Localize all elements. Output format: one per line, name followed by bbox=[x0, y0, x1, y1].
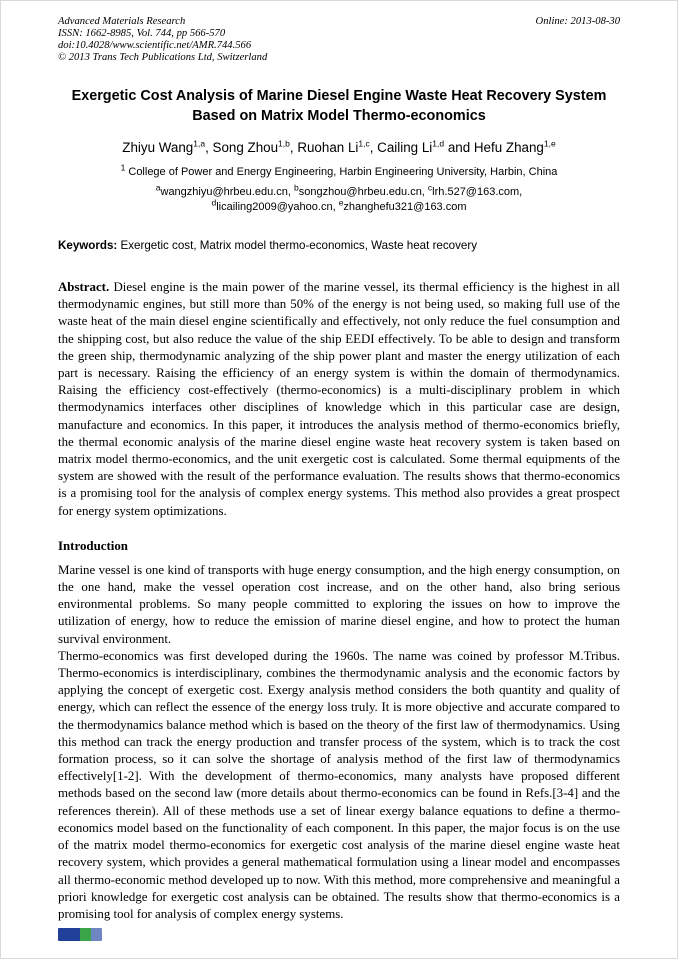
affiliation-sup: 1 bbox=[120, 162, 126, 173]
page-content bbox=[1, 1, 677, 923]
author-separator: , bbox=[289, 140, 298, 155]
paper-title: Exergetic Cost Analysis of Marine Diesel Engine Waste Heat Recovery System Based on Matrix Model Thermo-economics bbox=[71, 88, 607, 124]
email bbox=[155, 182, 294, 198]
author bbox=[377, 140, 474, 155]
authors-line bbox=[58, 140, 620, 155]
author bbox=[122, 140, 212, 155]
email-address: wangzhiyu@hrbeu.edu.cn, bbox=[160, 186, 294, 198]
email-sup: a bbox=[155, 182, 161, 193]
keywords-text: Exergetic cost, Matrix model thermo-economics, Waste heat recovery bbox=[117, 239, 478, 252]
copyright-line: © 2013 Trans Tech Publications Ltd, Switzerland bbox=[58, 52, 268, 63]
abstract-paragraph bbox=[58, 279, 620, 520]
publisher-mark-segment bbox=[80, 928, 91, 941]
abstract-label: Abstract. bbox=[58, 280, 110, 294]
email bbox=[293, 182, 428, 198]
author-name: Zhiyu Wang bbox=[122, 140, 194, 155]
author-separator: , bbox=[369, 140, 378, 155]
author-name: Cailing Li bbox=[377, 140, 433, 155]
online-date: Online: 2013-08-30 bbox=[535, 16, 620, 27]
email-sup: e bbox=[338, 197, 344, 208]
email-sup: b bbox=[293, 182, 299, 193]
publication-header bbox=[58, 16, 620, 64]
email-address: licailing2009@yahoo.cn, bbox=[216, 201, 339, 213]
issn-line: ISSN: 1662-8985, Vol. 744, pp 566-570 bbox=[58, 28, 226, 39]
email-address: lrh.527@163.com, bbox=[432, 186, 523, 198]
email-sup: c bbox=[427, 182, 433, 193]
author-affiliation-sup: 1,a bbox=[193, 138, 206, 149]
email bbox=[338, 197, 467, 213]
author-separator: and bbox=[444, 140, 474, 155]
author-affiliation-sup: 1,d bbox=[432, 138, 445, 149]
abstract-text: Diesel engine is the main power of the marine vessel, its thermal efficiency is the highest in all thermodynamic engines, but still more than 50% of the energy is not being used, so making full use of the waste heat of the main diesel engine scientifically and effectively, not only reduce the fuel consumption and the shipping cost, but also reduce the value of the ship EEDI effectively. To be able to design and transform the green ship, thermodynamic analyzing of the ship power plant and master the energy utilization of each part is necessary. Raising the efficiency of an energy system is within the domain of thermodynamics. Raising the efficiency cost-effectively (thermo-economics) is a multi-disciplinary problem in which thermodynamics interfaces other disciplines of knowledge which in this particular case are design, manufacture and economics. In this paper, it introduces the analysis method of thermo-economics briefly, the thermal economic analysis of the marine diesel engine waste heat recovery system is taken based on matrix model thermo-economics, and the unit exergetic cost is calculated. Some thermal equipments of the system are showed with the result of the performance evaluation. The results shows that thermo-economics is a promising tool for the analysis of complex energy systems. This method also provides a great prospect for energy system optimizations. bbox=[58, 280, 620, 518]
introduction-heading: Introduction bbox=[58, 538, 128, 553]
introduction-body bbox=[58, 562, 620, 923]
intro-paragraph-1: Marine vessel is one kind of transports with huge energy consumption, and the high energy consumption, on the one hand, make the vessel operation cost increase, and on the other hand, also bring serious environmental problems. So many people committed to exploring the issues on how to improve the utilization of energy, how to reduce the emission of marine diesel engine, and how to protect the human survival environment. bbox=[58, 562, 620, 646]
affiliation-text: College of Power and Energy Engineering, Harbin Engineering University, Harbin, China bbox=[125, 166, 558, 178]
author-name: Hefu Zhang bbox=[473, 140, 544, 155]
author-affiliation-sup: 1,c bbox=[358, 138, 370, 149]
publication-info bbox=[58, 16, 267, 64]
emails-block bbox=[58, 182, 620, 215]
publisher-mark bbox=[58, 928, 102, 941]
email-address: songzhou@hrbeu.edu.cn, bbox=[298, 186, 428, 198]
author-affiliation-sup: 1,b bbox=[278, 138, 290, 149]
publisher-mark-segment bbox=[91, 928, 102, 941]
email-sup: d bbox=[211, 197, 217, 208]
email bbox=[427, 182, 523, 198]
keywords-label: Keywords: bbox=[58, 239, 118, 252]
emails-line-2 bbox=[58, 197, 620, 215]
keywords-line bbox=[58, 239, 620, 252]
author bbox=[213, 140, 298, 155]
doi-line: doi:10.4028/www.scientific.net/AMR.744.566 bbox=[58, 40, 252, 51]
author-separator: , bbox=[205, 140, 213, 155]
author bbox=[297, 140, 377, 155]
author-affiliation-sup: 1,e bbox=[543, 138, 556, 149]
publisher-mark-segment bbox=[58, 928, 80, 941]
journal-name: Advanced Materials Research bbox=[58, 16, 186, 27]
intro-paragraph-2: Thermo-economics was first developed during the 1960s. The name was coined by professor M.Tribus. Thermo-economics is interdisciplinary, combines the thermodynamic analysis and the economic factors by applying the concept of exergetic cost. Exergy analysis method considers the both quantity and quality of energy, which can reflect the essence of the energy loss truly. It is more objective and accurate compared to the thermodynamics balance method which is based on the theory of the first law of thermodynamics. Using this method can track the energy production and transfer process of the system, which is to track the cost formation process, so it can solve the shortage of analysis method of the first law of thermodynamics effectively[1-2]. With the development of thermo-economics, many analysts have proposed different methods based on the second law (more details about thermo-economics can be found in Refs.[3-4] and the references therein). All of these methods use a set of linear exergy balance equations to define a thermo-economics model based on the functionality of each component. In this paper, the major focus is on the use of the matrix model thermo-economics for exergetic cost analysis of the marine diesel engine waste heat recovery system, which provides a general mathematical formulation using a linear model and encompasses all thermo-economic method developed up to now. With this method, more comprehensive and meaningful a priori knowledge for exergetic cost analysis can be obtained. The results show that thermo-economics is a promising tool for analysis of complex energy systems. bbox=[58, 648, 620, 921]
email bbox=[211, 197, 339, 213]
author-name: Song Zhou bbox=[212, 140, 279, 155]
author bbox=[474, 140, 556, 155]
author-name: Ruohan Li bbox=[297, 140, 359, 155]
email-address: zhanghefu321@163.com bbox=[343, 201, 467, 213]
affiliation-line bbox=[58, 162, 620, 178]
